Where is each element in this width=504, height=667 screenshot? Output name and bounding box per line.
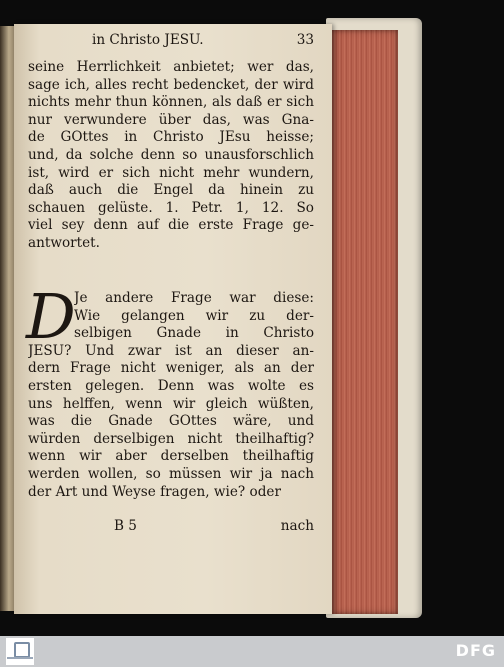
- page-block-red-edges: [328, 30, 398, 614]
- text-line: Wie gelangen wir zu der-: [74, 307, 314, 324]
- text-line: der Art und Weyse fragen, wie? oder: [28, 483, 281, 500]
- text-line: viel sey denn auf die erste Frage ge-: [28, 217, 314, 234]
- viewer-bottom-bar: [0, 636, 504, 667]
- text-line: ist, wird er sich nicht mehr wundern,: [28, 164, 314, 181]
- text-line: würden derselbigen nicht theilhaftig?: [28, 430, 314, 447]
- page-number: 33: [296, 32, 314, 48]
- catchword: nach: [280, 518, 314, 534]
- page-footer: [94, 518, 314, 536]
- book-page: [14, 24, 332, 614]
- paragraph-2: [28, 343, 314, 501]
- library-logo-icon[interactable]: [6, 638, 34, 665]
- text-line: antwortet.: [28, 234, 100, 251]
- text-line: nur verwundere über das, was Gna-: [28, 111, 314, 128]
- paragraph-2-indented-lines: [74, 290, 314, 343]
- text-line: sage ich, alles recht bedencket, der wird: [28, 76, 314, 93]
- text-line: wenn wir aber derselben theilhaftig: [28, 448, 314, 465]
- page-header: [84, 32, 314, 52]
- text-line: was die Gnade GOttes wäre, und: [28, 413, 314, 430]
- paragraph-1: [28, 59, 314, 253]
- signature-mark: B 5: [114, 518, 137, 534]
- text-line: de GOttes in Christo JEsu heisse;: [28, 129, 314, 146]
- text-line: nichts mehr thun können, als daß er sich: [28, 94, 314, 111]
- text-line: Je andere Frage war diese:: [74, 290, 314, 306]
- text-line: daß auch die Engel da hinein zu: [28, 182, 314, 199]
- text-line: selbigen Gnade in Christo: [74, 325, 314, 342]
- drop-cap-initial: D: [26, 280, 76, 353]
- text-line: und, da solche denn so unausforschlich: [28, 146, 314, 163]
- text-line: uns helffen, wenn wir gleich wüßten,: [28, 395, 314, 412]
- text-line: schauen gelüste. 1. Petr. 1, 12. So: [28, 199, 314, 216]
- text-line: seine Herrlichkeit anbietet; wer das,: [28, 59, 314, 75]
- text-line: werden wollen, so müssen wir ja nach: [28, 465, 314, 482]
- text-line: JESU? Und zwar ist an dieser an-: [28, 342, 314, 359]
- text-line: ersten gelegen. Denn was wolte es: [28, 377, 314, 394]
- text-line: dern Frage nicht weniger, als an der: [28, 360, 314, 377]
- running-head: in Christo JESU.: [92, 32, 204, 48]
- dfg-logo[interactable]: DFG: [455, 641, 496, 660]
